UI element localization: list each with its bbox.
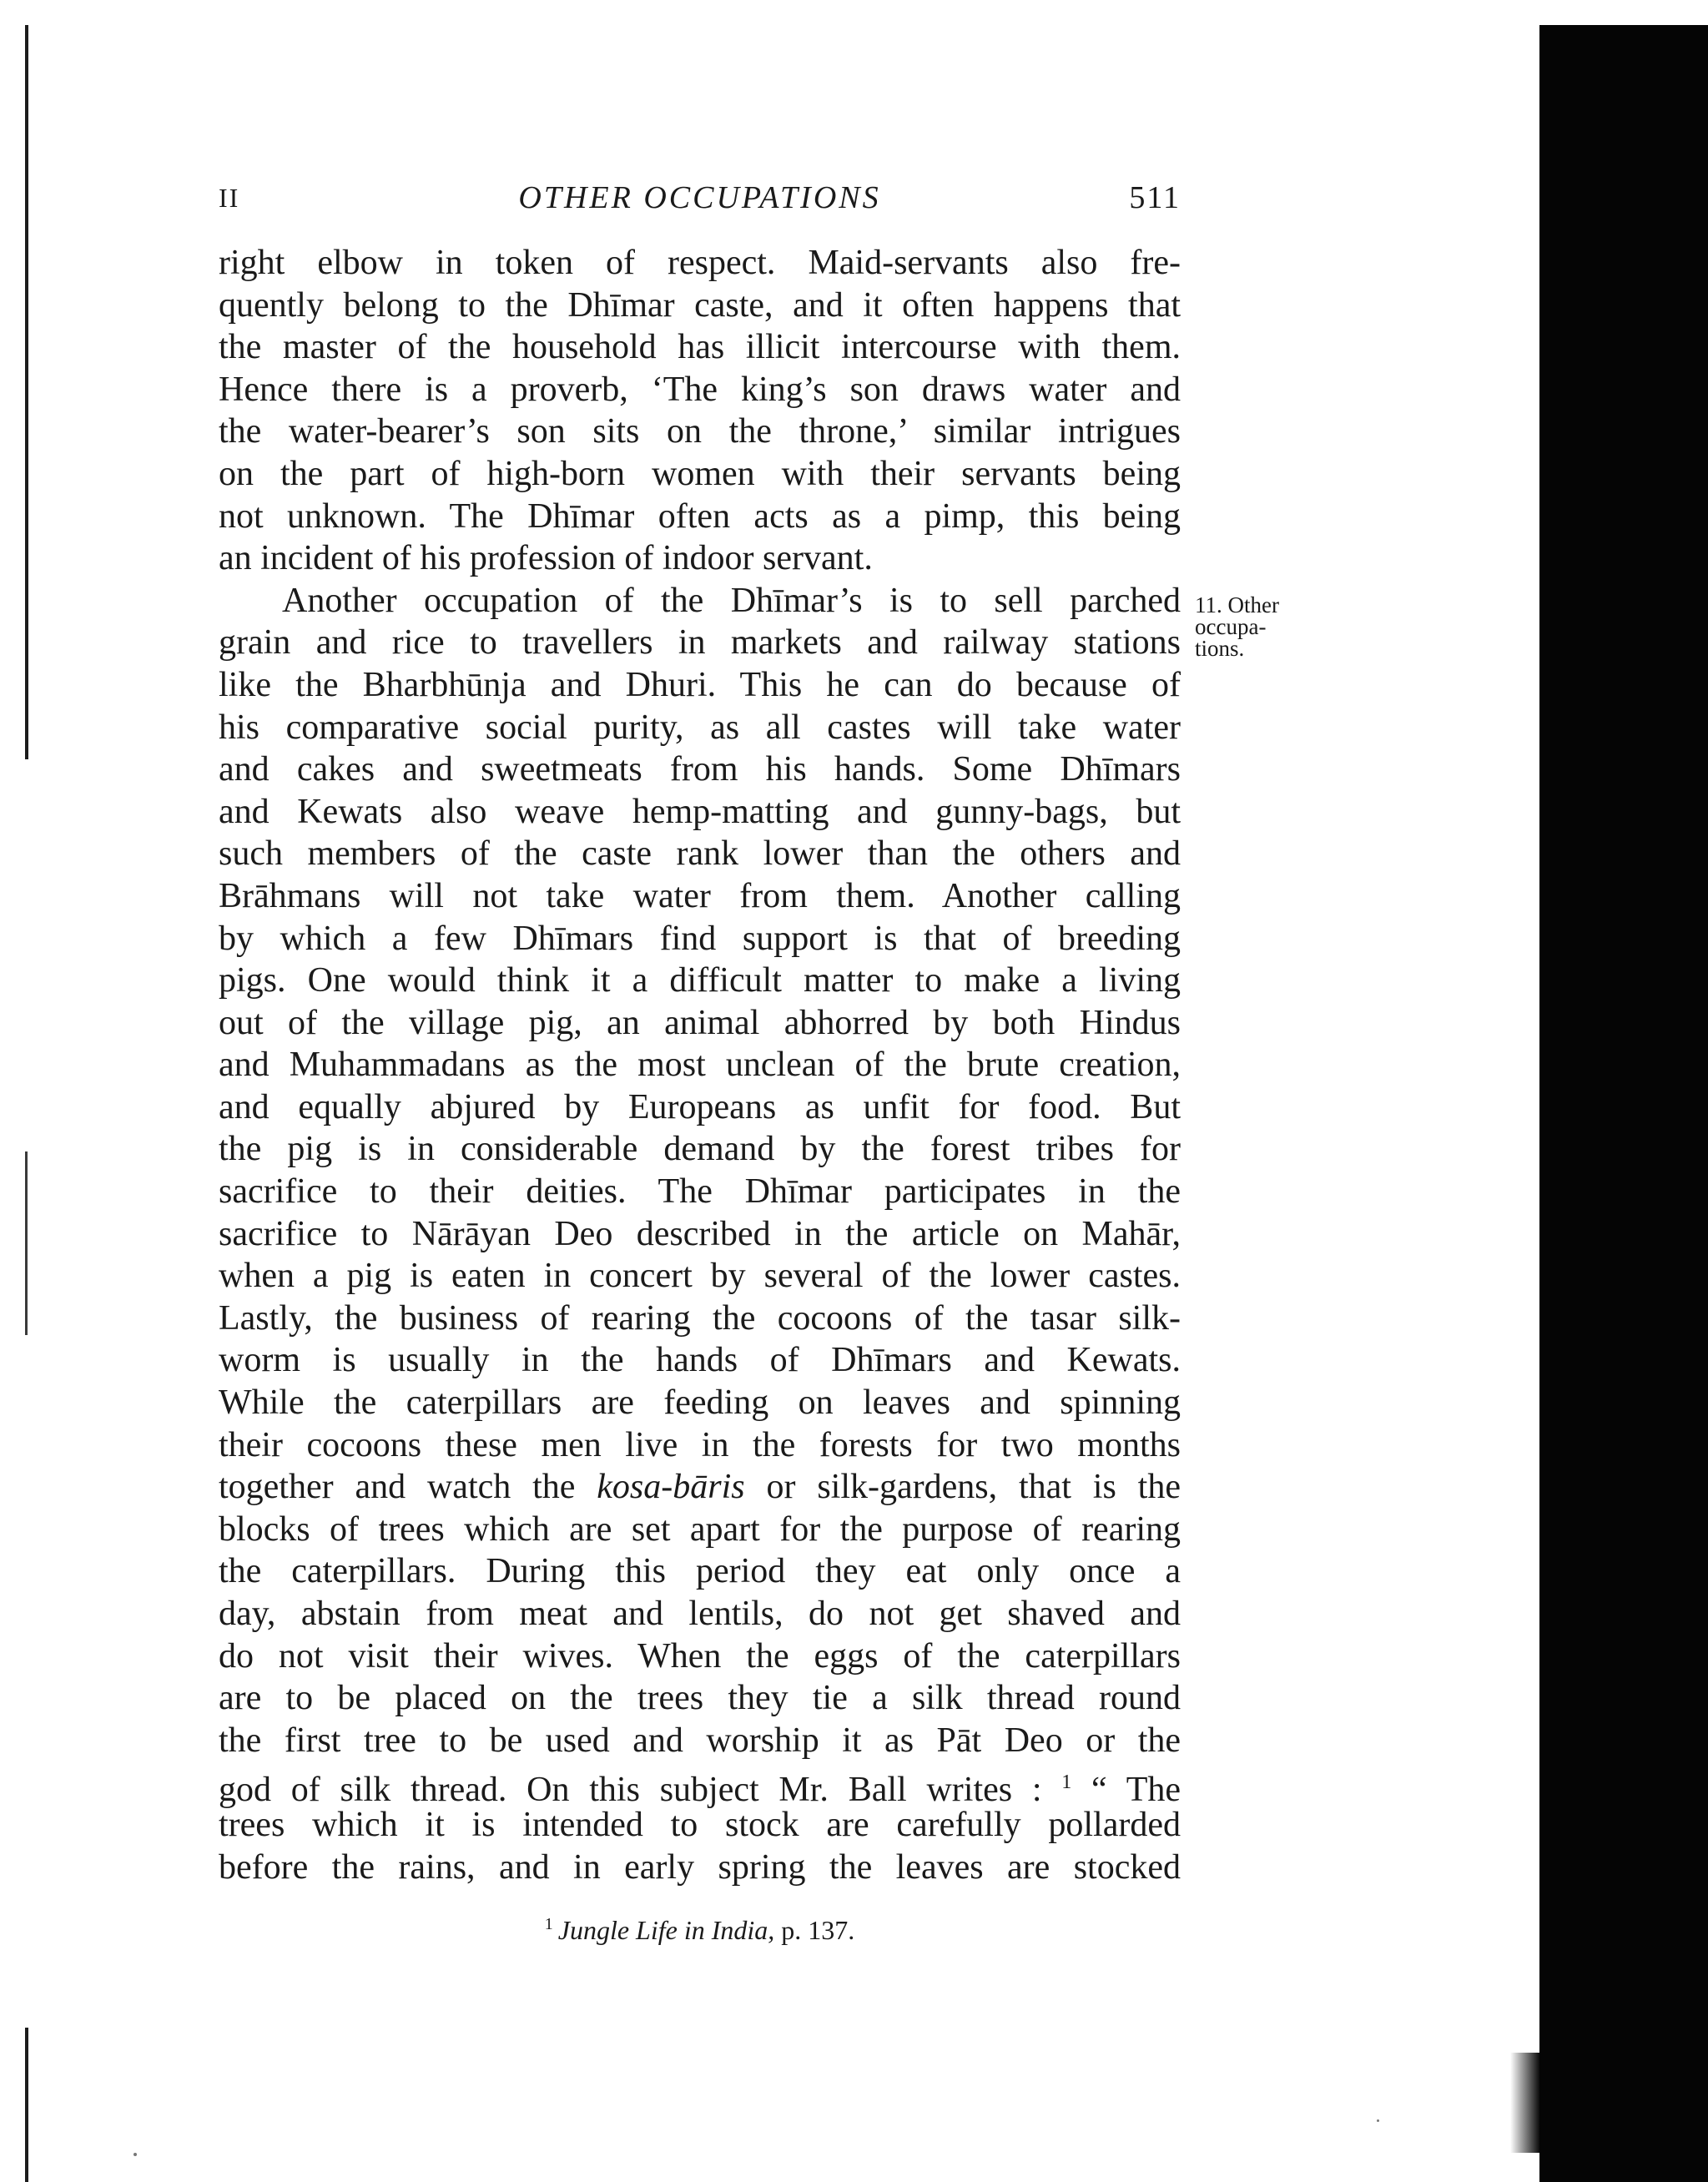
text-fragment: “ The — [1071, 1771, 1181, 1810]
footnote-source-title: Jungle Life in India, — [557, 1915, 775, 1945]
text-line: not unknown. The Dhīmar often acts as a pimp, this being — [219, 496, 1181, 536]
main-text — [219, 242, 1181, 1888]
text-line-ball — [219, 1761, 1181, 1810]
text-line: sacrifice to Nārāyan Deo described in the article on Mahār, — [219, 1214, 1181, 1253]
text-line: quently belong to the Dhīmar caste, and it often happens that — [219, 285, 1181, 325]
text-fragment: together and watch the — [219, 1468, 597, 1507]
text-line: do not visit their wives. When the eggs of the caterpillars — [219, 1636, 1181, 1676]
scan-speck — [1377, 2119, 1379, 2122]
footnote-marker: 1 — [544, 1915, 553, 1934]
text-line: are to be placed on the trees they tie a silk thread round — [219, 1679, 1181, 1718]
footnote-reference: 1 — [1061, 1771, 1072, 1794]
text-line: pigs. One would think it a difficult matter to make a living — [219, 961, 1181, 1000]
text-line: and cakes and sweetmeats from his hands. Some Dhīmars — [219, 750, 1181, 789]
running-title: OTHER OCCUPATIONS — [518, 180, 881, 215]
text-line: the pig is in considerable demand by the forest tribes for — [219, 1130, 1181, 1169]
scan-edge-left — [25, 25, 28, 759]
text-line: the caterpillars. During this period they eat only once a — [219, 1552, 1181, 1591]
text-line: on the part of high-born women with their servants being — [219, 454, 1181, 493]
text-line: the water-bearer’s son sits on the throne,’ similar intrigues — [219, 412, 1181, 451]
chapter-number: II — [219, 183, 240, 213]
text-line: by which a few Dhīmars find support is that of breeding — [219, 919, 1181, 958]
scan-dark-margin — [1539, 25, 1708, 2182]
margin-note — [1195, 594, 1345, 659]
running-header — [219, 179, 1181, 221]
margin-note-line: 11. Other — [1195, 592, 1279, 617]
text-line: worm is usually in the hands of Dhīmars and Kewats. — [219, 1341, 1181, 1380]
text-fragment: god of silk thread. On this subject Mr. Ball writes : — [219, 1771, 1062, 1810]
text-line: and Kewats also weave hemp-matting and gunny-bags, but — [219, 792, 1181, 831]
text-line: Brāhmans will not take water from them. Another calling — [219, 876, 1181, 915]
scan-dark-margin-notch — [1510, 2053, 1544, 2153]
italic-term: kosa-bāris — [597, 1468, 745, 1507]
scan-edge-left-bottom — [25, 2028, 28, 2182]
text-line: trees which it is intended to stock are carefully pollarded — [219, 1805, 1181, 1844]
text-line: like the Bharbhūnja and Dhuri. This he can do because of — [219, 665, 1181, 704]
text-line: and equally abjured by Europeans as unfit for food. But — [219, 1087, 1181, 1126]
scan-edge-left-fragment — [25, 1151, 28, 1335]
text-line: their cocoons these men live in the forests for two months — [219, 1425, 1181, 1464]
text-line: such members of the caste rank lower than the others and — [219, 834, 1181, 874]
footnote — [219, 1915, 1181, 1946]
text-fragment: or silk-gardens, that is the — [744, 1468, 1181, 1507]
page-number: 511 — [1129, 180, 1181, 215]
text-line: and Muhammadans as the most unclean of the brute creation, — [219, 1046, 1181, 1085]
text-line: blocks of trees which are set apart for the purpose of rearing — [219, 1509, 1181, 1549]
text-line: the first tree to be used and worship it as Pāt Deo or the — [219, 1721, 1181, 1760]
text-line: day, abstain from meat and lentils, do not get shaved and — [219, 1595, 1181, 1633]
text-line: his comparative social purity, as all castes will take water — [219, 708, 1181, 747]
text-line: an incident of his profession of indoor servant. — [219, 539, 873, 578]
footnote-page: p. 137. — [774, 1915, 855, 1945]
text-line: the master of the household has illicit intercourse with them. — [219, 328, 1181, 367]
margin-note-line: occupa- — [1195, 614, 1267, 639]
text-line: While the caterpillars are feeding on leaves and spinning — [219, 1383, 1181, 1423]
text-line: before the rains, and in early spring the leaves are stocked — [219, 1847, 1181, 1887]
margin-note-line: tions. — [1195, 636, 1245, 661]
scan-speck — [134, 2153, 137, 2156]
text-line: Another occupation of the Dhīmar’s is to sell parched — [282, 581, 1181, 620]
text-line-kosa — [219, 1466, 1181, 1509]
text-line: Hence there is a proverb, ‘The king’s son draws water and — [219, 370, 1181, 409]
text-line: right elbow in token of respect. Maid-servants also fre- — [219, 244, 1181, 282]
text-line: Lastly, the business of rearing the cocoons of the tasar silk- — [219, 1298, 1181, 1338]
text-line: out of the village pig, an animal abhorred by both Hindus — [219, 1003, 1181, 1042]
text-line: sacrifice to their deities. The Dhīmar participates in the — [219, 1172, 1181, 1212]
text-line: when a pig is eaten in concert by several of the lower castes. — [219, 1257, 1181, 1296]
text-line: grain and rice to travellers in markets and railway stations — [219, 623, 1181, 663]
